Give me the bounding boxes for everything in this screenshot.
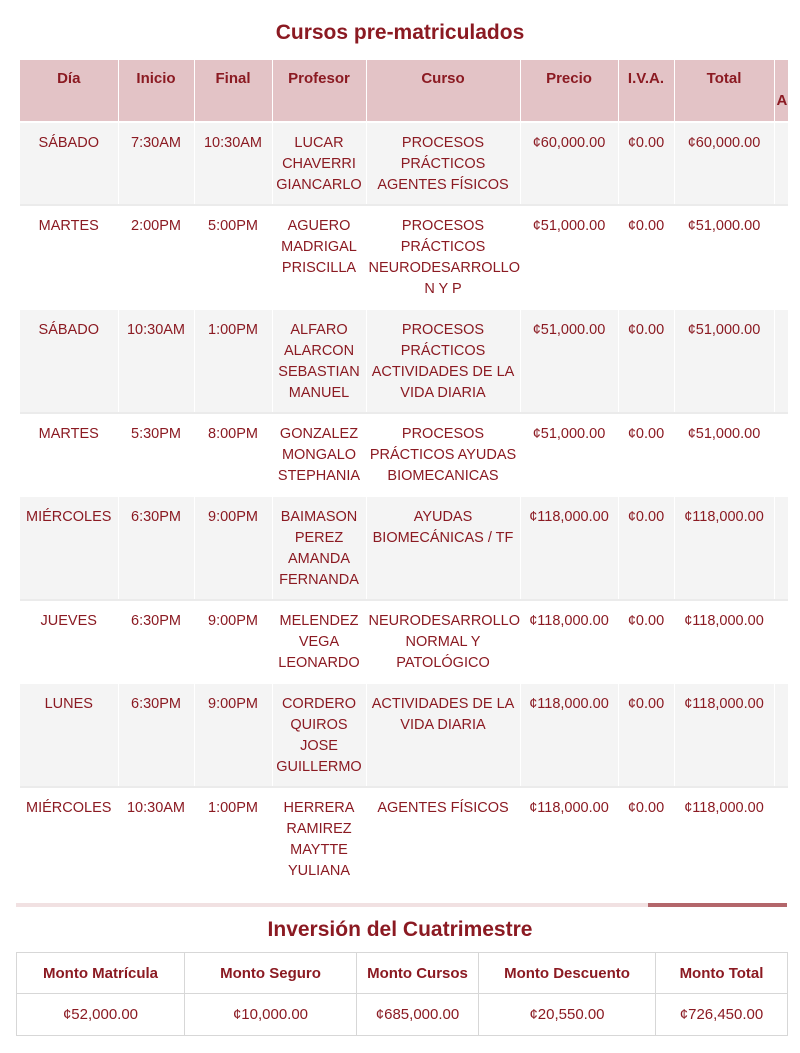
cell-profesor: CORDERO QUIROS JOSE GUILLERMO <box>272 683 366 787</box>
courses-section-title: Cursos pre-matriculados <box>275 21 525 44</box>
header-dia: Día <box>20 60 118 122</box>
value-monto-matricula: ¢52,000.00 <box>17 994 185 1036</box>
cell-iva: ¢0.00 <box>618 413 674 496</box>
investment-header-row <box>17 953 788 994</box>
cell-profesor: LUCAR CHAVERRI GIANCARLO <box>272 122 366 205</box>
cell-dia: SÁBADO <box>20 309 118 413</box>
cell-curso: PROCESOS PRÁCTICOS AYUDAS BIOMECANICAS <box>366 413 520 496</box>
cell-truncated <box>774 122 788 205</box>
cell-precio: ¢51,000.00 <box>520 309 618 413</box>
cell-inicio: 10:30AM <box>118 787 194 880</box>
cell-dia: MIÉRCOLES <box>20 787 118 880</box>
cell-inicio: 10:30AM <box>118 309 194 413</box>
cell-iva: ¢0.00 <box>618 205 674 309</box>
cell-dia: MIÉRCOLES <box>20 496 118 600</box>
cell-inicio: 5:30PM <box>118 413 194 496</box>
cell-final: 8:00PM <box>194 413 272 496</box>
cell-iva: ¢0.00 <box>618 122 674 205</box>
cell-precio: ¢118,000.00 <box>520 600 618 683</box>
cell-inicio: 7:30AM <box>118 122 194 205</box>
cell-final: 10:30AM <box>194 122 272 205</box>
header-final: Final <box>194 60 272 122</box>
table-row <box>20 205 788 309</box>
investment-section-title: Inversión del Cuatrimestre <box>267 918 533 941</box>
horizontal-scroll-track[interactable] <box>16 903 787 907</box>
cell-curso: ACTIVIDADES DE LA VIDA DIARIA <box>366 683 520 787</box>
cell-truncated <box>774 496 788 600</box>
cell-total: ¢51,000.00 <box>674 205 774 309</box>
cell-dia: MARTES <box>20 413 118 496</box>
cell-total: ¢51,000.00 <box>674 309 774 413</box>
cell-truncated <box>774 309 788 413</box>
cell-final: 9:00PM <box>194 683 272 787</box>
header-iva: I.V.A. <box>618 60 674 122</box>
table-row <box>20 122 788 205</box>
cell-inicio: 2:00PM <box>118 205 194 309</box>
header-curso: Curso <box>366 60 520 122</box>
header-monto-total: Monto Total <box>656 953 788 994</box>
cell-iva: ¢0.00 <box>618 787 674 880</box>
header-truncated <box>774 60 788 122</box>
cell-iva: ¢0.00 <box>618 496 674 600</box>
cell-truncated <box>774 205 788 309</box>
cell-total: ¢118,000.00 <box>674 496 774 600</box>
cell-dia: SÁBADO <box>20 122 118 205</box>
cell-curso: NEURODESARROLLO NORMAL Y PATOLÓGICO <box>366 600 520 683</box>
cell-precio: ¢118,000.00 <box>520 787 618 880</box>
header-precio: Precio <box>520 60 618 122</box>
cell-iva: ¢0.00 <box>618 683 674 787</box>
cell-final: 1:00PM <box>194 309 272 413</box>
cell-truncated <box>774 683 788 787</box>
cell-inicio: 6:30PM <box>118 496 194 600</box>
value-monto-seguro: ¢10,000.00 <box>185 994 357 1036</box>
cell-profesor: BAIMASON PEREZ AMANDA FERNANDA <box>272 496 366 600</box>
cell-truncated <box>774 600 788 683</box>
cell-final: 9:00PM <box>194 496 272 600</box>
header-truncated-label: A <box>776 92 788 109</box>
header-monto-descuento: Monto Descuento <box>479 953 656 994</box>
cell-dia: JUEVES <box>20 600 118 683</box>
cell-inicio: 6:30PM <box>118 683 194 787</box>
horizontal-scroll-thumb[interactable] <box>648 903 787 907</box>
cell-curso: PROCESOS PRÁCTICOS ACTIVIDADES DE LA VIDA DIARIA <box>366 309 520 413</box>
value-monto-cursos: ¢685,000.00 <box>357 994 479 1036</box>
cell-curso: PROCESOS PRÁCTICOS AGENTES FÍSICOS <box>366 122 520 205</box>
cell-profesor: MELENDEZ VEGA LEONARDO <box>272 600 366 683</box>
table-row <box>20 309 788 413</box>
cell-total: ¢118,000.00 <box>674 787 774 880</box>
cell-iva: ¢0.00 <box>618 309 674 413</box>
cell-total: ¢51,000.00 <box>674 413 774 496</box>
table-row <box>20 683 788 787</box>
cell-profesor: GONZALEZ MONGALO STEPHANIA <box>272 413 366 496</box>
cell-dia: MARTES <box>20 205 118 309</box>
cell-precio: ¢51,000.00 <box>520 205 618 309</box>
header-total: Total <box>674 60 774 122</box>
courses-table-body <box>20 122 788 880</box>
table-row <box>20 496 788 600</box>
cell-curso: AYUDAS BIOMECÁNICAS / TF <box>366 496 520 600</box>
cell-precio: ¢60,000.00 <box>520 122 618 205</box>
cell-profesor: AGUERO MADRIGAL PRISCILLA <box>272 205 366 309</box>
header-monto-seguro: Monto Seguro <box>185 953 357 994</box>
cell-curso: AGENTES FÍSICOS <box>366 787 520 880</box>
cell-truncated <box>774 413 788 496</box>
courses-table-scroll-area[interactable] <box>20 60 788 880</box>
cell-truncated <box>774 787 788 880</box>
investment-table <box>16 952 788 1036</box>
cell-iva: ¢0.00 <box>618 600 674 683</box>
cell-precio: ¢51,000.00 <box>520 413 618 496</box>
cell-profesor: ALFARO ALARCON SEBASTIAN MANUEL <box>272 309 366 413</box>
cell-total: ¢60,000.00 <box>674 122 774 205</box>
cell-final: 1:00PM <box>194 787 272 880</box>
cell-precio: ¢118,000.00 <box>520 683 618 787</box>
cell-precio: ¢118,000.00 <box>520 496 618 600</box>
header-monto-cursos: Monto Cursos <box>357 953 479 994</box>
value-monto-descuento: ¢20,550.00 <box>479 994 656 1036</box>
header-profesor: Profesor <box>272 60 366 122</box>
cell-inicio: 6:30PM <box>118 600 194 683</box>
cell-final: 5:00PM <box>194 205 272 309</box>
table-row <box>20 600 788 683</box>
cell-profesor: HERRERA RAMIREZ MAYTTE YULIANA <box>272 787 366 880</box>
cell-curso: PROCESOS PRÁCTICOS NEURODESARROLLO N Y P <box>366 205 520 309</box>
table-row <box>20 413 788 496</box>
cell-total: ¢118,000.00 <box>674 683 774 787</box>
header-inicio: Inicio <box>118 60 194 122</box>
header-monto-matricula: Monto Matrícula <box>17 953 185 994</box>
courses-table <box>20 60 788 880</box>
courses-header-row <box>20 60 788 122</box>
investment-values-row <box>17 994 788 1036</box>
cell-total: ¢118,000.00 <box>674 600 774 683</box>
cell-final: 9:00PM <box>194 600 272 683</box>
value-monto-total: ¢726,450.00 <box>656 994 788 1036</box>
cell-dia: LUNES <box>20 683 118 787</box>
table-row <box>20 787 788 880</box>
